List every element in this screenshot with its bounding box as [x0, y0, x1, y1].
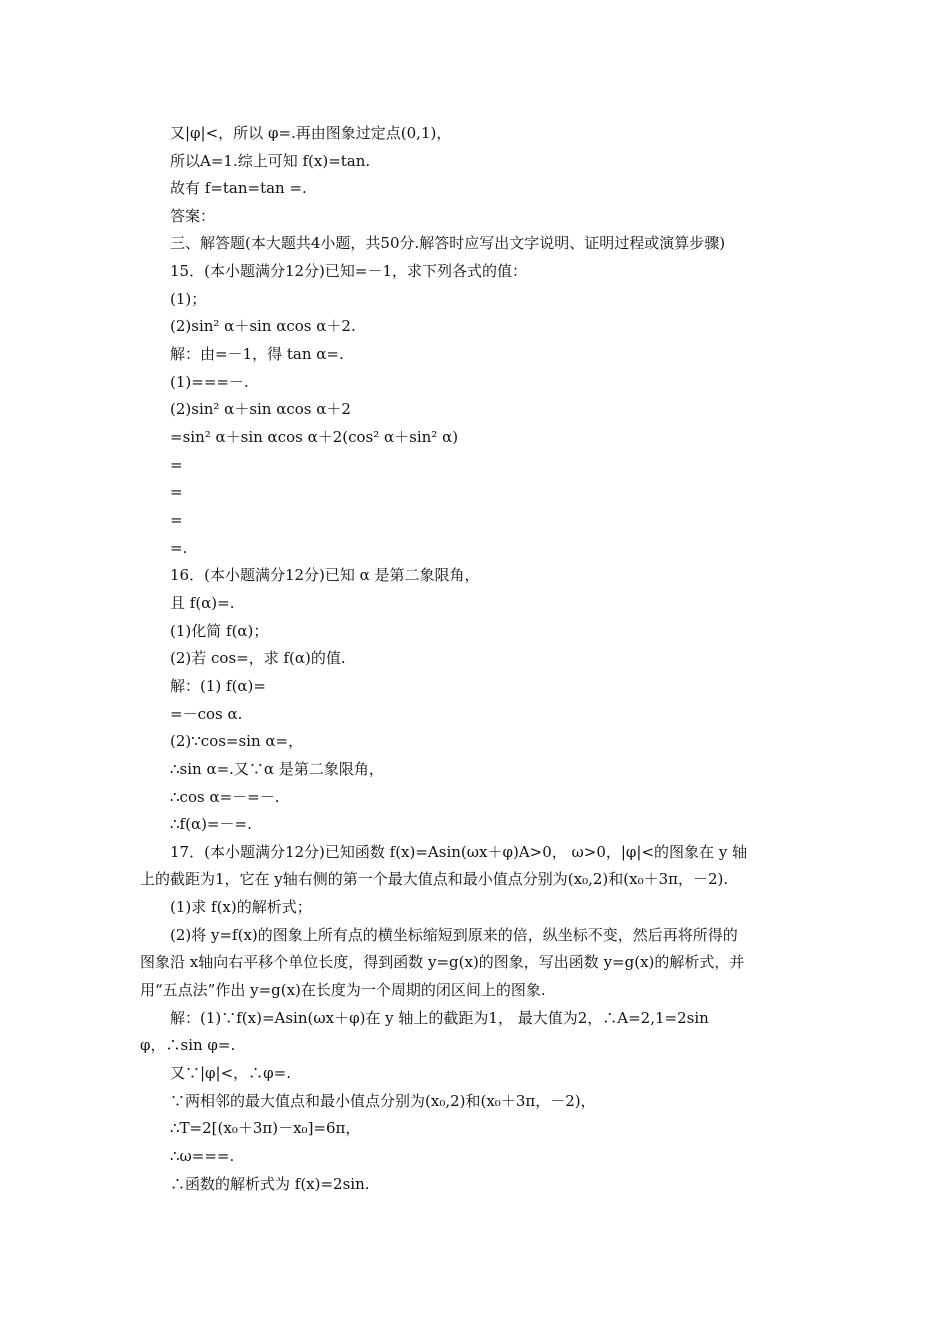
- text-line: =sin² α＋sin αcos α＋2(cos² α＋sin² α): [170, 428, 459, 446]
- text-line: 解：由=－1，得 tan α=.: [170, 345, 344, 363]
- text-line: =.: [170, 539, 188, 557]
- text-line: =－cos α.: [170, 705, 243, 723]
- text-line: (1)求 f(x)的解析式；: [170, 898, 312, 916]
- text-line: (2)sin² α＋sin αcos α＋2.: [170, 317, 356, 335]
- text-line: 故有 f=tan=tan =.: [170, 179, 307, 197]
- section-heading: 三、解答题(本大题共4小题，共50分.解答时应写出文字说明、证明过程或演算步骤): [170, 234, 726, 252]
- text-line: 且 f(α)=.: [170, 594, 235, 612]
- text-line: ∴f(α)=－=.: [170, 815, 252, 833]
- text-line: 解：(1)∵f(x)=Asin(ωx＋φ)在 y 轴上的截距为1， 最大值为2，∴A=2,1=2sin: [170, 1009, 709, 1027]
- text-line: 用“五点法”作出 y=g(x)在长度为一个周期的闭区间上的图象.: [140, 981, 546, 999]
- text-line: ∴sin α=.又∵α 是第二象限角，: [170, 760, 384, 778]
- text-line: ∴ω===.: [170, 1147, 235, 1165]
- text-line: =: [170, 456, 183, 474]
- text-line: 又|φ|<，所以 φ=.再由图象过定点(0,1)，: [170, 124, 452, 142]
- text-line: =: [170, 511, 183, 529]
- text-line: 解：(1) f(α)=: [170, 677, 266, 695]
- problem-17-title: 17．(本小题满分12分)已知函数 f(x)=Asin(ωx＋φ)A>0， ω>0，|φ|<的图象在 y 轴: [170, 843, 748, 861]
- text-line: ∴函数的解析式为 f(x)=2sin.: [170, 1175, 370, 1193]
- problem-16-title: 16．(本小题满分12分)已知 α 是第二象限角，: [170, 566, 480, 584]
- text-line: 上的截距为1，它在 y轴右侧的第一个最大值点和最小值点分别为(x₀,2)和(x₀＋3π，－2).: [140, 870, 729, 888]
- text-line: 图象沿 x轴向右平移个单位长度，得到函数 y=g(x)的图象，写出函数 y=g(x)的解析式，并: [140, 953, 745, 971]
- text-line: 所以A=1.综上可知 f(x)=tan.: [170, 152, 371, 170]
- text-line: =: [170, 483, 183, 501]
- text-line: (1)；: [170, 290, 207, 308]
- text-line: (2)若 cos=，求 f(α)的值.: [170, 649, 346, 667]
- text-line: (1)===－.: [170, 373, 249, 391]
- text-line: ∵两相邻的最大值点和最小值点分别为(x₀,2)和(x₀＋3π，－2)，: [170, 1092, 596, 1110]
- problem-15-title: 15．(本小题满分12分)已知=－1，求下列各式的值：: [170, 262, 527, 280]
- text-line: (1)化简 f(α)；: [170, 622, 269, 640]
- text-line: (2)∵cos=sin α=，: [170, 732, 304, 750]
- text-line: (2)sin² α＋sin αcos α＋2: [170, 400, 351, 418]
- text-line: ∴T=2[(x₀＋3π)－x₀]=6π，: [170, 1119, 361, 1137]
- text-line: φ，∴sin φ=.: [140, 1036, 236, 1054]
- text-line: (2)将 y=f(x)的图象上所有点的横坐标缩短到原来的倍，纵坐标不变，然后再将所得的: [170, 926, 738, 944]
- text-line: 又∵|φ|<，∴φ=.: [170, 1064, 292, 1082]
- text-line: ∴cos α=－=－.: [170, 788, 280, 806]
- text-line: 答案：: [170, 207, 216, 225]
